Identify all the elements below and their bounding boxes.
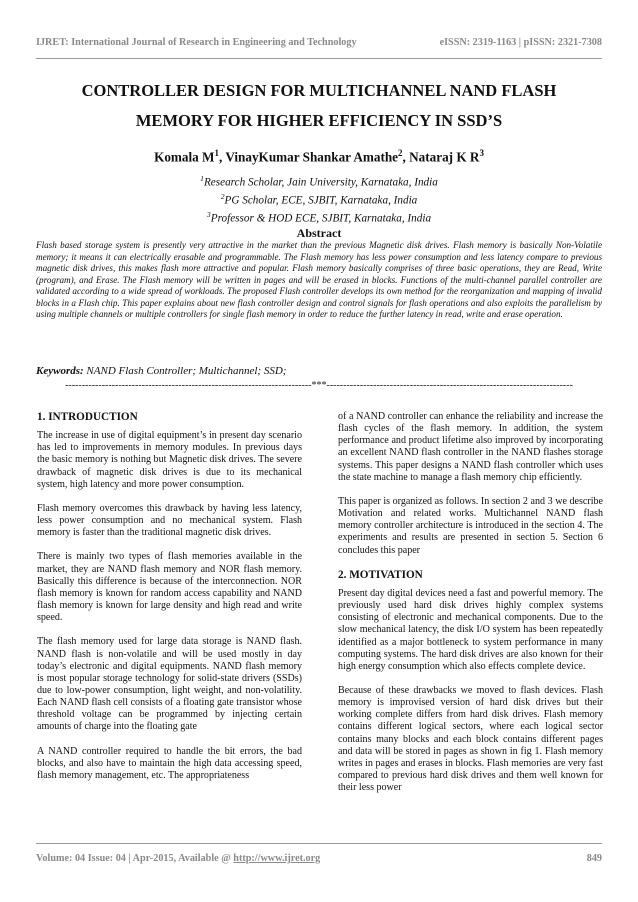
footer-rule: [36, 843, 602, 844]
author-list: [36, 148, 602, 165]
affiliation-1-text: Research Scholar, Jain University, Karnataka, India: [203, 176, 438, 189]
author-2-sup: 2: [398, 148, 403, 158]
abstract-heading: Abstract: [296, 226, 342, 240]
affiliations: [36, 172, 602, 227]
keywords-text: NAND Flash Controller; Multichannel; SSD;: [83, 365, 287, 377]
paragraph: Present day digital devices need a fast and powerful memory. The previously used hard disk drives highly complex systems consisting of electronic and mechanical components. Due to the slow mechanical latency, the disk I/O system has been repeatedly identified as a major bottleneck to system performance in many computing systems. The hard disk drives are also known for their high energy consumption which also effects complete device.: [338, 587, 603, 672]
paragraph: There is mainly two types of flash memories available in the market, they are NAND flash memory and NOR flash memory. Basically this difference is because of the interconnection. NOR flash memory is known for random access capability and NAND flash memory is known for large density and high read and write speed.: [37, 551, 302, 624]
right-column: [338, 411, 603, 806]
motivation-heading: 2. MOTIVATION: [338, 568, 423, 581]
running-footer: [36, 853, 602, 864]
affiliation-2: [36, 190, 602, 208]
volume-info: [36, 853, 320, 864]
paragraph: of a NAND controller can enhance the reliability and increase the flash cycles of the flash memory. In addition, the system performance and product lifetime also improved by incorporating an excellent NAND flash controller in the NAND flashes storage systems. This paper designs a NAND flash controller which uses the state machine to manage a flash memory chip efficiently.: [338, 411, 603, 483]
running-header: [36, 37, 602, 48]
author-3-sup: 3: [479, 148, 484, 158]
author-2: , VinayKumar Shankar Amathe: [218, 149, 399, 165]
affiliation-3-sup: 3: [206, 210, 211, 220]
volume-text: Volume: 04 Issue: 04 | Apr-2015, Available @: [36, 853, 234, 864]
journal-name: IJRET: International Journal of Research in Engineering and Technology: [36, 37, 357, 48]
title-line-1: CONTROLLER DESIGN FOR MULTICHANNEL NAND FLASH: [81, 81, 557, 100]
author-1: Komala M: [154, 149, 215, 165]
title-line-2: MEMORY FOR HIGHER EFFICIENCY IN SSD’S: [135, 111, 503, 130]
left-column: [37, 411, 302, 794]
journal-link[interactable]: http://www.ijret.org: [233, 853, 321, 864]
section-separator: --------------------------------------------------------------------------***--------------------------------------------------------------------------: [65, 380, 573, 391]
introduction-heading: 1. INTRODUCTION: [37, 411, 138, 423]
paragraph: The increase in use of digital equipment’s in present day scenario has led to improvements in memory modules. In previous days the basic memory is nothing but Magnetic disk drives. The severe drawback of magnetic disk drives is due to its mechanical system, high latency and more power consumption.: [37, 430, 302, 490]
affiliation-2-text: PG Scholar, ECE, SJBIT, Karnataka, India: [224, 194, 418, 207]
header-rule: [36, 58, 602, 59]
paragraph: The flash memory used for large data storage is NAND flash. NAND flash is non-volatile and will be used mostly in day today’s electronic and digital equipments. NAND flash memory is most popular storage technology for solid-state drivers (SSDs) due to low-power consumption, light weight, and non-volatility. Each NAND flash cell consists of a floating gate transistor whose threshold voltage can be programmed by injecting certain amounts of charge into the floating gate: [37, 636, 302, 733]
affiliation-2-sup: 2: [220, 192, 225, 202]
abstract-text: Flash based storage system is presently very attractive in the market than the previous Magnetic disk drives. Flash memory is basically Non-Volatile memory; it means it can electrically erasable and programmable. The Flash memory has less power consumption and less latency compare to previous magnetic disk drives, this makes flash more attractive and popular. Flash memory basically comprises of three basic operations, they are Read, Write (program), and Erase. The Flash memory will be written in pages and will be erased in blocks. Functions of the multi-channel parallel controller are validated according to a wide spread of workloads. The proposed Flash controller develops its own method for the reorganization and mapping of invalid blocks in a Flash chip. This paper explains about new flash controller design and control signals for flash operations and also exploits the parallelism by using multiple channels or multiple controllers for single flash memory in order to reduce the further latency in read, write and erase operation.: [36, 240, 602, 319]
affiliation-3-text: Professor & HOD ECE, SJBIT, Karnataka, India: [210, 213, 432, 226]
paragraph: Flash memory overcomes this drawback by having less latency, less power consumption and no mechanical system. Flash memory is faster than the traditional magnetic disk drives.: [37, 502, 302, 539]
affiliation-3: [36, 208, 602, 226]
affiliation-1-sup: 1: [200, 174, 204, 183]
paragraph: A NAND controller required to handle the bit errors, the bad blocks, and also have to maintain the high data accessing speed, flash memory management, etc. The appropriateness: [37, 745, 302, 781]
paper-title: [36, 76, 602, 136]
paragraph: This paper is organized as follows. In section 2 and 3 we describe Motivation and related works. Multichannel NAND flash memory controller architecture is introduced in the section 4. The experiments and results are presented in section 5. Section 6 concludes this paper: [338, 495, 603, 556]
author-3: , Nataraj K R: [402, 149, 480, 165]
paragraph: Because of these drawbacks we moved to flash devices. Flash memory is improvised version of hard disk drives but their working complete differs from hard disk drives. Flash memory contains different logical sectors, where each logical sector contains many blocks and each block contains different pages and data will be stored in pages as shown in fig 1. Flash memory writes in pages and erases in blocks. Flash memories are very fast compared to previous hard disk drives and them well known for their less power: [338, 684, 603, 794]
page-number: 849: [586, 853, 602, 864]
affiliation-1: [36, 172, 602, 190]
author-1-sup: 1: [214, 148, 219, 158]
issn: eISSN: 2319-1163 | pISSN: 2321-7308: [439, 37, 602, 48]
keywords: [36, 365, 602, 377]
keywords-label: Keywords:: [36, 365, 84, 377]
